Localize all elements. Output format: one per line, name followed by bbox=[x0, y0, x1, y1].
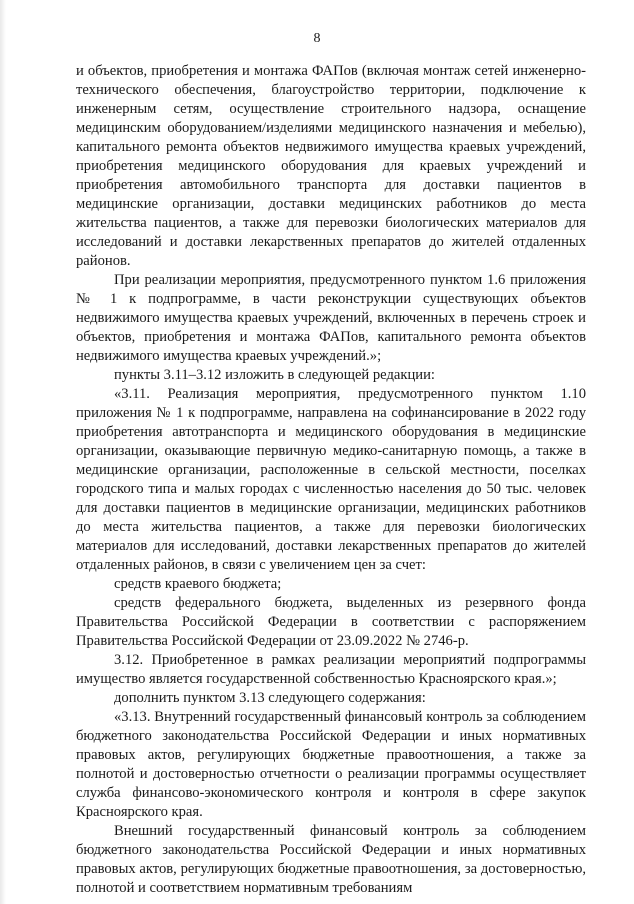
paragraph-add-3-13: дополнить пунктом 3.13 следующего содержания: bbox=[114, 690, 426, 706]
paragraph-clause-3-11: «3.11. Реализация мероприятия, предусмотренного пунктом 1.10 приложения № 1 к подпрограмме, направлена на софинансирование в 2022 году приобретения автотранспорта и медицинского оборудования в медицинские организации, оказывающие первичную медико-санитарную помощь, а также в медицинские организации, расположенные в сельской местности, поселках городского типа и малых городах с численностью населения до 50 тыс. человек для доставки пациентов в медицинские организации, медицинских работников до места жительства пациентов, а также для перевозки биологических материалов для исследований, доставки лекарственных препаратов до жителей отдаленных районов, в связи с увеличением цен за счет: bbox=[76, 386, 586, 573]
scan-edge-shadow bbox=[0, 0, 6, 904]
paragraph-continuation: и объектов, приобретения и монтажа ФАПов (включая монтаж сетей инженерно-технического обеспечения, благоустройство территории, подключение к инженерным сетям, осуществление строительного надзора, оснащение медицинским оборудованием/изделиями медицинского назначения и мебелью), капитального ремонта объектов недвижимого имущества краевых учреждений, приобретения медицинского оборудования для краевых учреждений и приобретения автомобильного транспорта для доставки пациентов в медицинские организации, доставки медицинских работников до места жительства пациентов, а также для перевозки биологических материалов для исследований и доставки лекарственных препаратов до жителей отдаленных районов. bbox=[76, 63, 586, 269]
paragraph-regional-budget: средств краевого бюджета; bbox=[114, 576, 282, 592]
paragraph-clause-3-12: 3.12. Приобретенное в рамках реализации мероприятий подпрограммы имущество является государственной собственностью Красноярского края.»; bbox=[76, 652, 586, 687]
paragraph-external-control: Внешний государственный финансовый контроль за соблюдением бюджетного законодательства Российской Федерации и иных нормативных правовых актов, регулирующих бюджетные правоотношения, за достоверностью, полнотой и соответствием нормативным требованиям bbox=[76, 823, 586, 896]
page-number: 8 bbox=[313, 31, 321, 46]
paragraph-federal-budget: средств федерального бюджета, выделенных из резервного фонда Правительства Российской Федерации в соответствии с распоряжением Правительства Российской Федерации от 23.09.2022 № 2746-р. bbox=[76, 595, 586, 649]
document-body bbox=[76, 62, 586, 898]
paragraph-clause-1-6: При реализации мероприятия, предусмотренного пунктом 1.6 приложения № 1 к подпрограмме, в части реконструкции существующих объектов недвижимого имущества краевых учреждений, включенных в перечень строек и объектов, приобретения и монтажа ФАПов, капитального ремонта объектов недвижимого имущества краевых учреждений.»; bbox=[76, 272, 586, 364]
paragraph-clause-3-13: «3.13. Внутренний государственный финансовый контроль за соблюдением бюджетного законодательства Российской Федерации и иных нормативных правовых актов, регулирующих бюджетные правоотношения, а также за полнотой и достоверностью отчетности о реализации программы осуществляет служба финансово-экономического контроля и контроля в сфере закупок Красноярского края. bbox=[76, 709, 586, 820]
paragraph-amend-3-11-3-12: пункты 3.11–3.12 изложить в следующей редакции: bbox=[114, 367, 435, 383]
